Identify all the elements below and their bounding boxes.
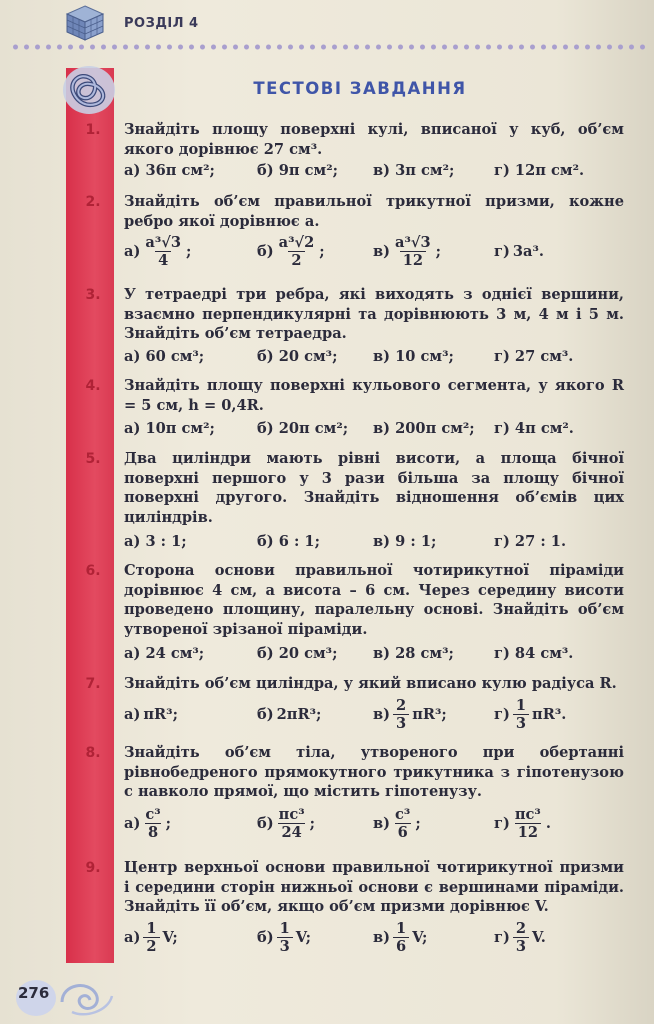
answer-option [257, 706, 321, 723]
answer-option: в) 10 см³; [373, 348, 454, 365]
option-value: πR³; [143, 706, 178, 723]
fraction-denominator: 3 [513, 937, 529, 955]
answer-option: г) 84 см³. [494, 645, 574, 662]
option-label: а) [124, 243, 141, 260]
answer-option [373, 806, 421, 841]
option-value: 3a³. [512, 243, 544, 260]
answer-option: г) 4π см². [494, 420, 574, 437]
answer-option: в) 9 : 1; [373, 533, 437, 550]
dotted-divider [10, 43, 650, 51]
option-value: 2πR³; [276, 706, 322, 723]
answer-option: б) 9π см²; [257, 162, 338, 179]
fraction-numerator: c³ [395, 806, 411, 823]
option-tail: V; [295, 929, 312, 946]
answer-option [494, 697, 566, 732]
fraction-denominator: 3 [277, 937, 293, 955]
fraction [143, 234, 183, 269]
answer-option [124, 706, 178, 723]
option-tail: πR³; [412, 706, 447, 723]
fraction-denominator: 3 [513, 714, 529, 732]
answer-option: б) 20 см³; [257, 348, 338, 365]
question-text: Знайдіть об’єм тіла, утвореного при обертанні рівнобедреного прямокутного трикутника з гіпотенузою c навколо прямої, що містить гіпотенузу. [124, 744, 624, 800]
fraction-denominator: 12 [515, 823, 541, 841]
fraction-denominator: 24 [278, 823, 304, 841]
option-tail: ; [415, 815, 421, 832]
option-label: в) [373, 929, 391, 946]
option-tail: ; [319, 243, 325, 260]
question-text: Знайдіть об’єм правильної трикутної призми, кожне ребро якої дорівнює a. [124, 193, 624, 230]
option-tail: ; [185, 243, 192, 260]
fraction [393, 697, 409, 732]
option-label: г) [494, 929, 510, 946]
answer-option: г) 27 : 1. [494, 533, 567, 550]
cube-logo-icon [64, 4, 106, 42]
option-tail: πR³. [532, 706, 567, 723]
fraction [393, 234, 433, 269]
fraction-denominator: 6 [393, 937, 409, 955]
fraction-numerator: 1 [279, 920, 290, 937]
fraction-numerator: 1 [396, 920, 407, 937]
fraction-numerator: a³√3 [395, 234, 431, 251]
answer-option [124, 234, 191, 269]
answer-option [257, 806, 315, 841]
question-text: Центр верхньої основи правильної чотирикутної призми і середини сторін нижньої основи є вершинами піраміди. Знайдіть її об’єм, якщо об’єм призми дорівнює V. [124, 859, 624, 915]
option-label: г) [494, 243, 510, 260]
question-number: 2. [85, 194, 101, 210]
fraction-denominator: 4 [155, 251, 171, 269]
answer-option: а) 24 см³; [124, 645, 205, 662]
answer-option [373, 234, 441, 269]
option-tail: ; [435, 243, 442, 260]
question-text: Сторона основи правильної чотирикутної піраміди дорівнює 4 см, а висота – 6 см. Через середину висоти проведено площину, паралельну основі. Знайдіть об’єм утвореної зрізаної піраміди. [124, 562, 624, 638]
option-label: а) [124, 815, 141, 832]
fraction-numerator: 1 [515, 697, 527, 714]
fraction-denominator: 2 [143, 937, 159, 955]
answer-option: б) 20π см²; [257, 420, 349, 437]
option-tail: ; [165, 815, 172, 832]
answer-option [257, 920, 311, 955]
option-label: а) [124, 929, 141, 946]
option-label: б) [257, 815, 274, 832]
fraction [393, 920, 409, 955]
fraction [277, 920, 293, 955]
question-number: 5. [85, 451, 101, 467]
question-number: 3. [85, 287, 101, 303]
option-label: в) [373, 243, 391, 260]
option-label: в) [373, 815, 391, 832]
fraction [277, 806, 307, 841]
answer-option [124, 806, 171, 841]
answer-option: а) 36π см²; [124, 162, 215, 179]
option-tail: V; [162, 929, 178, 946]
fraction-numerator: c³ [145, 806, 161, 823]
fraction-numerator: 2 [396, 697, 407, 714]
fraction [143, 806, 162, 841]
fraction [513, 806, 543, 841]
answer-option [494, 806, 551, 841]
option-label: б) [257, 706, 274, 723]
question-text: Знайдіть об’єм циліндра, у який вписано кулю радіуса R. [124, 675, 617, 692]
fraction-denominator: 8 [145, 823, 161, 841]
option-tail: V. [532, 929, 546, 946]
fraction [277, 234, 317, 269]
section-label: РОЗДІЛ 4 [124, 16, 199, 31]
fraction-numerator: a³√2 [278, 234, 315, 251]
option-tail: . [545, 815, 551, 832]
fraction [513, 697, 529, 732]
answer-option: г) 12π см². [494, 162, 585, 179]
fraction-numerator: a³√3 [145, 234, 181, 251]
answer-option: в) 200π см²; [373, 420, 475, 437]
answer-option [257, 234, 325, 269]
answer-option: а) 10π см²; [124, 420, 215, 437]
option-tail: ; [309, 815, 315, 832]
option-label: г) [494, 706, 510, 723]
answer-option [373, 697, 447, 732]
fraction-numerator: 2 [515, 920, 527, 937]
page-title: ТЕСТОВІ ЗАВДАННЯ [253, 79, 467, 98]
question-number: 7. [85, 676, 101, 692]
answer-option: б) 20 см³; [257, 645, 338, 662]
option-tail: V; [412, 929, 428, 946]
option-label: а) [124, 706, 141, 723]
option-label: б) [257, 929, 274, 946]
answer-option: в) 28 см³; [373, 645, 454, 662]
question-number: 1. [85, 122, 101, 138]
answer-option: г) 27 см³. [494, 348, 574, 365]
answer-option [494, 243, 544, 260]
fraction-numerator: 1 [146, 920, 157, 937]
option-label: б) [257, 243, 274, 260]
fraction-numerator: πc³ [278, 806, 305, 823]
page-number: 276 [18, 984, 50, 1002]
fraction [393, 806, 412, 841]
question-number: 8. [85, 745, 101, 761]
answer-option [373, 920, 427, 955]
question-number: 9. [85, 860, 101, 876]
question-number: 6. [85, 563, 101, 579]
answer-option: а) 3 : 1; [124, 533, 187, 550]
fraction-denominator: 6 [395, 823, 411, 841]
answer-option [124, 920, 178, 955]
answer-option [494, 920, 546, 955]
question-text: У тетраедрі три ребра, які виходять з однієї вершини, взаємно перпендикулярні та дорівнюють 3 м, 4 м і 5 м. Знайдіть об’єм тетраедра. [124, 286, 624, 342]
fraction-denominator: 12 [400, 251, 426, 269]
fraction [143, 920, 159, 955]
question-text: Знайдіть площу поверхні кульового сегмента, у якого R = 5 см, h = 0,4R. [124, 377, 624, 414]
question-text: Знайдіть площу поверхні кулі, вписаної у куб, об’єм якого дорівнює 27 см³. [124, 121, 624, 158]
question-number: 4. [85, 378, 101, 394]
answer-option: а) 60 см³; [124, 348, 205, 365]
fraction-denominator: 3 [393, 714, 409, 732]
answer-option: б) 6 : 1; [257, 533, 320, 550]
answer-option: в) 3π см²; [373, 162, 455, 179]
fraction-denominator: 2 [288, 251, 304, 269]
option-label: в) [373, 706, 391, 723]
option-label: г) [494, 815, 510, 832]
question-text: Два циліндри мають рівні висоти, а площа бічної поверхні першого у 3 рази більша за площу бічної поверхні другого. Знайдіть відношення об’ємів цих циліндрів. [124, 450, 624, 526]
fraction-numerator: πc³ [514, 806, 541, 823]
fraction [513, 920, 529, 955]
